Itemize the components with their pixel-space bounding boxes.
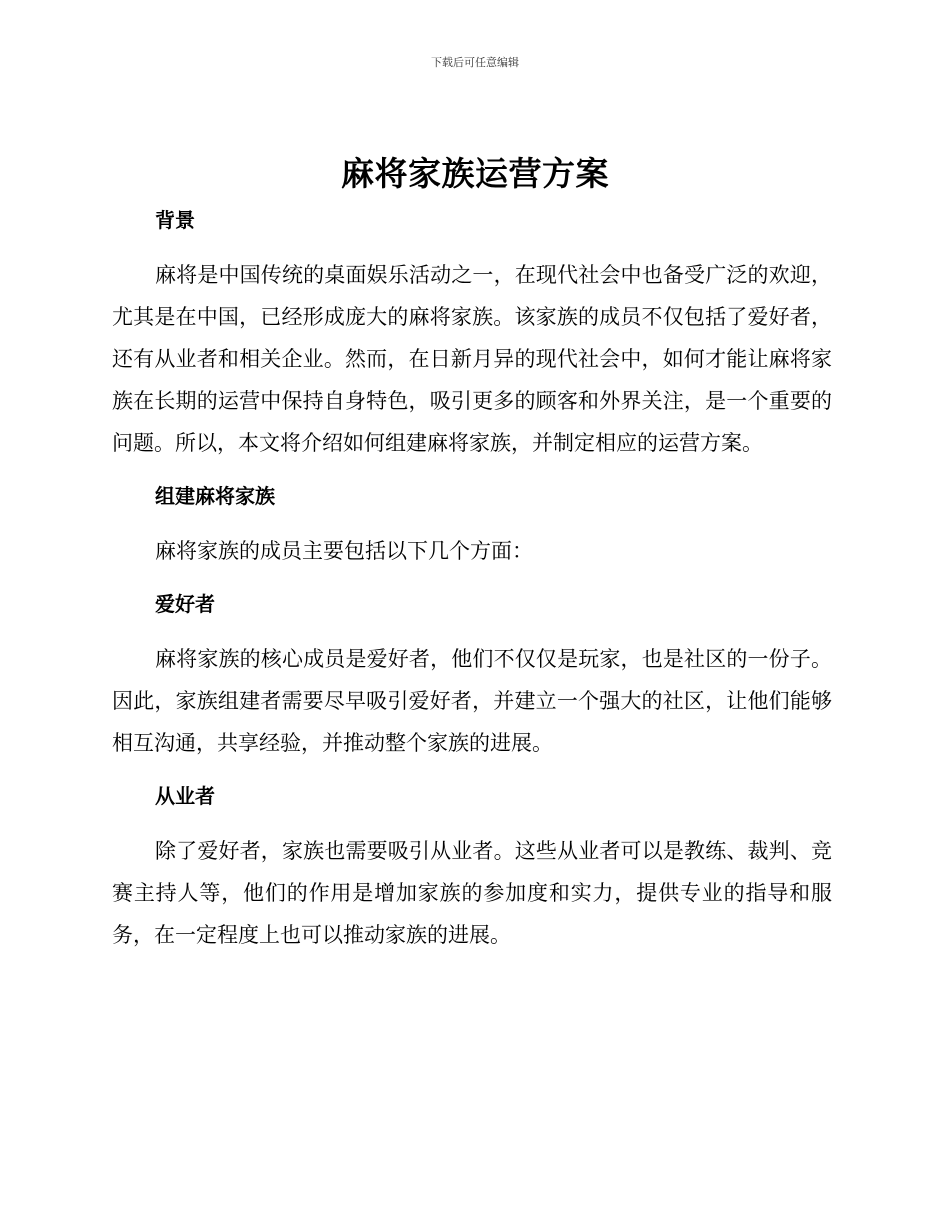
- section-heading-enthusiasts: 爱好者: [155, 592, 215, 616]
- section-paragraph-build-family: 麻将家族的成员主要包括以下几个方面：: [155, 539, 533, 563]
- section-paragraph-enthusiasts: 麻将家族的核心成员是爱好者，他们不仅仅是玩家，也是社区的一份子。因此，家族组建者需要尽早吸引爱好者，并建立一个强大的社区，让他们能够相互沟通，共享经验，并推动整个家族的进展。: [112, 647, 832, 755]
- section-paragraph-background: 麻将是中国传统的桌面娱乐活动之一，在现代社会中也备受广泛的欢迎，尤其是在中国，已经形成庞大的麻将家族。该家族的成员不仅包括了爱好者，还有从业者和相关企业。然而，在日新月异的现代社会中，如何才能让麻将家族在长期的运营中保持自身特色，吸引更多的顾客和外界关注，是一个重要的问题。所以，本文将介绍如何组建麻将家族，并制定相应的运营方案。: [112, 263, 832, 455]
- section-heading-practitioners: 从业者: [155, 784, 215, 808]
- section-heading-background: 背景: [155, 208, 195, 232]
- section-paragraph-practitioners: 除了爱好者，家族也需要吸引从业者。这些从业者可以是教练、裁判、竞赛主持人等，他们的作用是增加家族的参加度和实力，提供专业的指导和服务，在一定程度上也可以推动家族的进展。: [112, 839, 832, 947]
- section-heading-build-family: 组建麻将家族: [155, 484, 275, 508]
- document-title: 麻将家族运营方案: [341, 154, 609, 193]
- document-body: [112, 200, 832, 968]
- header-note: 下载后可任意编辑: [431, 56, 519, 69]
